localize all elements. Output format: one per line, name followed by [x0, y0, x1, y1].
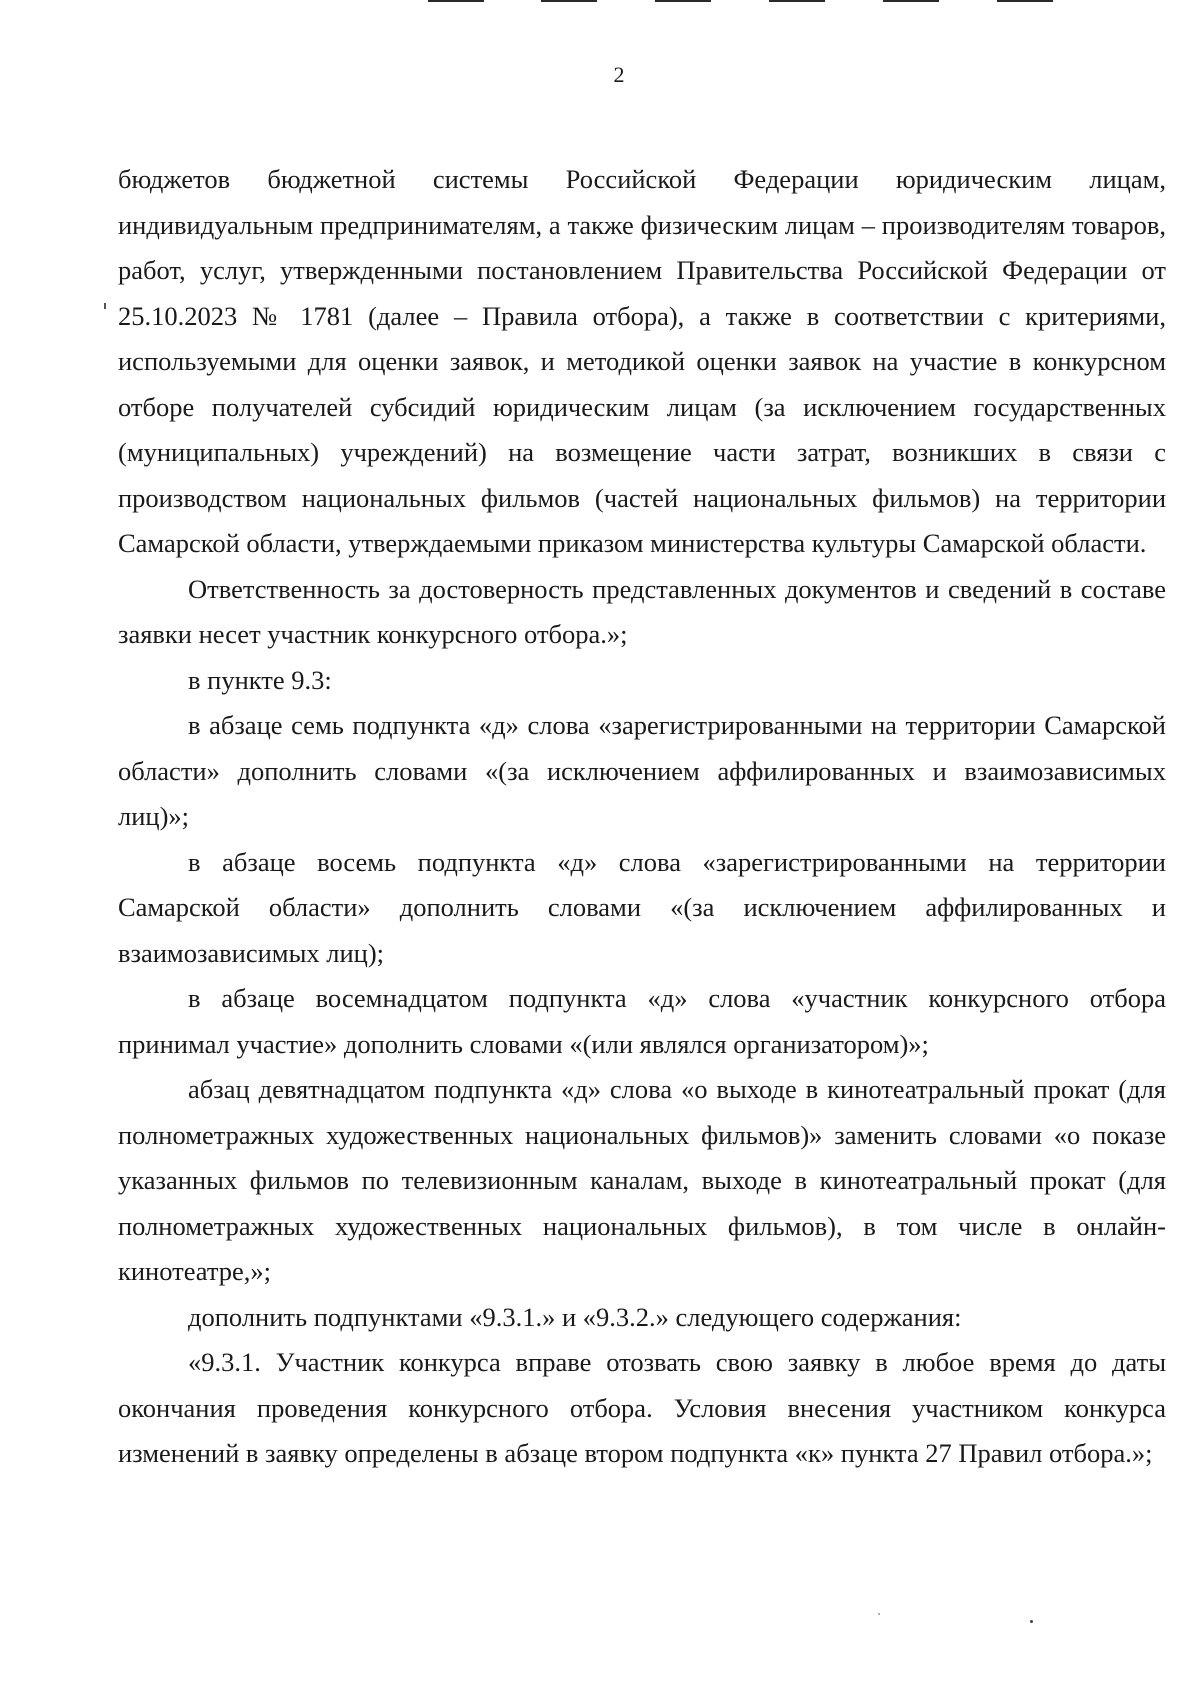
paragraph: в пункте 9.3:	[188, 664, 332, 695]
margin-mark	[104, 303, 106, 309]
top-mark	[769, 0, 825, 2]
paragraph: в абзаце восемь подпункта «д» слова «зарегистрированными на территории Самарской области» дополнить словами «(за исключением аффилированных и взаимозависимых лиц);	[118, 846, 1166, 968]
paragraph: Ответственность за достоверность представленных документов и сведений в составе заявки несет участник конкурсного отбора.»;	[118, 573, 1166, 649]
document-body	[118, 157, 1166, 1477]
paragraph: в абзаце восемнадцатом подпункта «д» слова «участник конкурсного отбора принимал участие» дополнить словами «(или являлся организатором)»;	[118, 983, 1166, 1059]
scan-speck	[878, 1613, 880, 1615]
paragraph: дополнить подпунктами «9.3.1.» и «9.3.2.» следующего содержания:	[188, 1301, 962, 1332]
page-number: 2	[613, 62, 625, 87]
top-mark	[883, 0, 939, 2]
top-scan-marks	[0, 0, 1200, 6]
paragraph: бюджетов бюджетной системы Российской Федерации юридическим лицам, индивидуальным предпринимателям, а также физическим лицам – производителям товаров, работ, услуг, утвержденными постановлением Правительства Российской Федерации от 25.10.2023 № 1781 (далее – Правила отбора), а также в соответствии с критериями, используемыми для оценки заявок, и методикой оценки заявок на участие в конкурсном отборе получателей субсидий юридическим лицам (за исключением государственных (муниципальных) учреждений) на возмещение части затрат, возникших в связи с производством национальных фильмов (частей национальных фильмов) на территории Самарской области, утверждаемыми приказом министерства культуры Самарской области.	[118, 164, 1166, 558]
top-mark	[541, 0, 597, 2]
scan-speck	[1030, 1620, 1033, 1623]
paragraph: абзац девятнадцатом подпункта «д» слова «о выходе в кинотеатральный прокат (для полнометражных художественных национальных фильмов)» заменить словами «о показе указанных фильмов по телевизионным каналам, выходе в кинотеатральный прокат (для полнометражных художественных национальных фильмов), в том числе в онлайн-кинотеатре,»;	[118, 1074, 1166, 1286]
paragraph: «9.3.1. Участник конкурса вправе отозвать свою заявку в любое время до даты окончания проведения конкурсного отбора. Условия внесения участником конкурса изменений в заявку определены в абзаце втором подпункта «к» пункта 27 Правил отбора.»;	[118, 1347, 1166, 1468]
top-mark	[655, 0, 711, 2]
top-mark	[997, 0, 1053, 2]
paragraph: в абзаце семь подпункта «д» слова «зарегистрированными на территории Самарской области» дополнить словами «(за исключением аффилированных и взаимозависимых лиц)»;	[118, 710, 1166, 831]
top-mark	[428, 0, 484, 2]
